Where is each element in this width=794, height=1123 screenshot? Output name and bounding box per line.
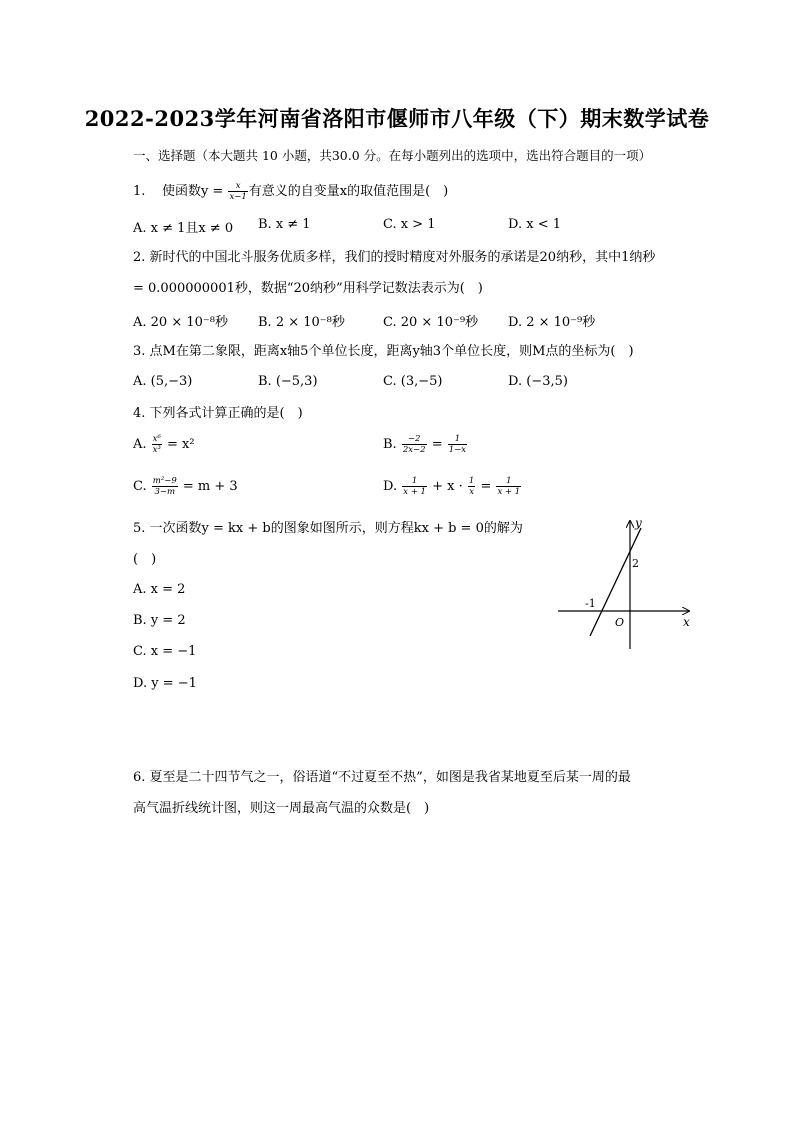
option-b-fraction-right bbox=[448, 434, 467, 455]
question-1-option-d[interactable]: D. x < 1 bbox=[508, 217, 561, 232]
question-2-option-a[interactable]: A. 20 × 10⁻⁸秒 bbox=[133, 315, 228, 330]
fraction-denominator: x + 1 bbox=[403, 487, 426, 497]
question-3-option-b[interactable]: B. (−5,3) bbox=[258, 374, 318, 389]
question-1-option-b[interactable]: B. x ≠ 1 bbox=[258, 217, 311, 232]
fraction-numerator: −2 bbox=[402, 434, 427, 445]
question-5-line-2: ( ) bbox=[133, 552, 157, 567]
option-c-fraction bbox=[152, 476, 178, 497]
question-2-option-b[interactable]: B. 2 × 10⁻⁸秒 bbox=[258, 315, 345, 330]
section-heading: 一、选择题（本大题共 10 小题，共30.0 分。在每小题列出的选项中，选出符合题目的一项） bbox=[133, 148, 652, 163]
question-6-line-2: 高气温折线统计图，则这一周最高气温的众数是( ) bbox=[133, 801, 430, 816]
question-3-option-a[interactable]: A. (5,−3) bbox=[133, 374, 193, 389]
question-3-option-c[interactable]: C. (3,−5) bbox=[383, 374, 443, 389]
x-axis-label: x bbox=[683, 615, 690, 629]
question-1-fraction bbox=[228, 181, 247, 202]
question-4: 4. 下列各式计算正确的是( ) bbox=[133, 406, 303, 421]
question-5-line-1: 5. 一次函数y = kx + b的图象如图所示，则方程kx + b = 0的解为 bbox=[133, 521, 523, 536]
option-b-fraction-left bbox=[402, 434, 427, 455]
question-2-option-c[interactable]: C. 20 × 10⁻⁹秒 bbox=[383, 315, 479, 330]
fraction-numerator: m²−9 bbox=[152, 476, 177, 486]
question-1-option-c[interactable]: C. x > 1 bbox=[383, 217, 436, 232]
fraction-numerator: x bbox=[228, 181, 247, 192]
fraction-denominator: 1−x bbox=[448, 445, 467, 455]
question-5-option-a[interactable]: A. x = 2 bbox=[133, 582, 186, 597]
question-2-line-2: = 0.000000001秒，数据“20纳秒”用科学记数法表示为( ) bbox=[133, 281, 483, 296]
y-intercept-label: 2 bbox=[632, 557, 639, 570]
question-1 bbox=[133, 181, 448, 202]
option-d-fraction-1 bbox=[402, 476, 427, 497]
fraction-numerator: 1 bbox=[402, 476, 427, 487]
question-1-suffix: 有意义的自变量x的取值范围是( ) bbox=[248, 184, 449, 199]
question-3: 3. 点M在第二象限，距离x轴5个单位长度，距离y轴3个单位长度，则M点的坐标为( ) bbox=[133, 344, 634, 359]
question-2-option-d[interactable]: D. 2 × 10⁻⁹秒 bbox=[508, 315, 596, 330]
question-4-option-d[interactable] bbox=[383, 476, 522, 497]
fraction-denominator: x−1 bbox=[229, 192, 247, 202]
option-d-fraction-2 bbox=[468, 476, 475, 497]
fraction-numerator: 1 bbox=[468, 476, 475, 486]
fraction-denominator: 2x−2 bbox=[402, 445, 426, 455]
fraction-denominator: x + 1 bbox=[497, 487, 521, 497]
option-d-fraction-3 bbox=[496, 476, 521, 497]
option-d-middle: + x · bbox=[432, 479, 463, 494]
option-c-rhs: = m + 3 bbox=[182, 479, 238, 494]
origin-label: O bbox=[615, 616, 625, 629]
equals-sign: = bbox=[480, 479, 492, 494]
question-1-number: 1. bbox=[133, 184, 146, 199]
question-5-option-c[interactable]: C. x = −1 bbox=[133, 644, 197, 659]
question-2-line-1: 2. 新时代的中国北斗服务优质多样，我们的授时精度对外服务的承诺是20纳秒，其中1纳秒 bbox=[133, 250, 656, 265]
question-4-option-b[interactable] bbox=[383, 434, 468, 455]
question-4-option-a[interactable] bbox=[133, 434, 195, 455]
option-label: D. bbox=[383, 479, 398, 494]
option-label: B. bbox=[383, 437, 397, 452]
option-a-fraction bbox=[152, 434, 162, 455]
y-axis-label: y bbox=[635, 516, 642, 530]
question-6-line-1: 6. 夏至是二十四节气之一，俗语道“不过夏至不热”，如图是我省某地夏至后某一周的最 bbox=[133, 770, 631, 785]
fraction-numerator: 1 bbox=[448, 434, 467, 445]
x-intercept-label: -1 bbox=[585, 597, 596, 610]
linear-function-graph bbox=[552, 512, 697, 652]
fraction-numerator: 1 bbox=[496, 476, 521, 487]
option-a-rhs: = x² bbox=[167, 437, 195, 452]
question-5-option-d[interactable]: D. y = −1 bbox=[133, 676, 197, 691]
question-1-option-a[interactable]: A. x ≠ 1且x ≠ 0 bbox=[133, 221, 234, 236]
fraction-denominator: 3−m bbox=[154, 487, 176, 497]
fraction-numerator: x⁶ bbox=[152, 434, 161, 444]
fraction-denominator: x bbox=[469, 487, 474, 497]
option-label: C. bbox=[133, 479, 147, 494]
page-title: 2022-2023学年河南省洛阳市偃师市八年级（下）期末数学试卷 bbox=[84, 106, 710, 131]
question-5-option-b[interactable]: B. y = 2 bbox=[133, 613, 186, 628]
question-1-prefix: 使函数y = bbox=[161, 184, 224, 199]
fraction-denominator: x³ bbox=[152, 445, 161, 455]
question-3-option-d[interactable]: D. (−3,5) bbox=[508, 374, 568, 389]
option-label: A. bbox=[133, 437, 147, 452]
equals-sign: = bbox=[431, 437, 443, 452]
question-4-option-c[interactable] bbox=[133, 476, 238, 497]
